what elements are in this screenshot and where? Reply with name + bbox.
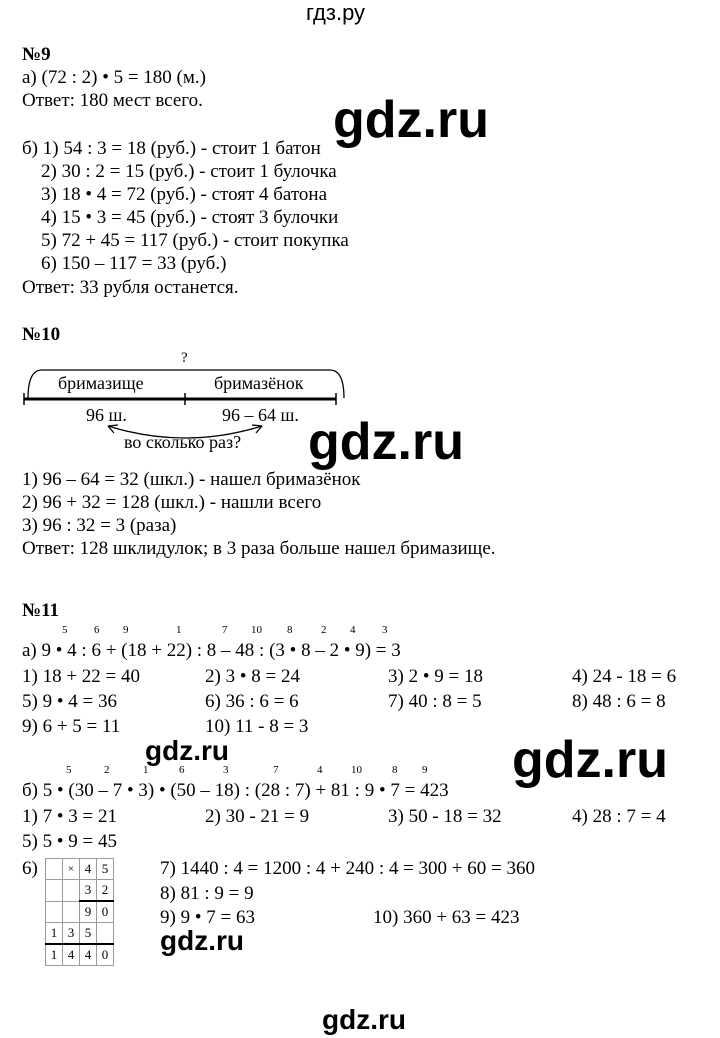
order-number: 3 [223, 764, 229, 776]
task11-title: №11 [22, 600, 60, 621]
order-number: 8 [392, 764, 398, 776]
grid-cell: 5 [97, 859, 114, 880]
grid-cell: 1 [46, 923, 63, 945]
task11-b-step: 3) 50 - 18 = 32 [388, 806, 502, 827]
task11-a-step: 10) 11 - 8 = 3 [205, 716, 309, 737]
order-number: 3 [382, 624, 388, 636]
grid-cell: 3 [63, 923, 80, 945]
watermark: gdz.ru [322, 1004, 406, 1035]
task9-line: а) (72 : 2) • 5 = 180 (м.) [22, 67, 206, 88]
grid-cell: 4 [63, 944, 80, 966]
task10-line: 2) 96 + 32 = 128 (шкл.) - нашли всего [22, 492, 322, 513]
task11-b-step: 7) 1440 : 4 = 1200 : 4 + 240 : 4 = 300 + 60 = 360 [160, 858, 535, 879]
task9-line: б) 1) 54 : 3 = 18 (руб.) - стоит 1 батон [22, 138, 321, 159]
grid-cell: 0 [97, 901, 114, 923]
order-number: 10 [351, 764, 362, 776]
watermark: gdz.ru [145, 735, 229, 766]
grid-cell [46, 901, 63, 923]
order-number: 1 [176, 624, 182, 636]
diagram-right-value: 96 – 64 ш. [222, 405, 299, 425]
grid-cell: 9 [80, 901, 97, 923]
grid-cell: 5 [80, 923, 97, 945]
order-number: 2 [321, 624, 327, 636]
order-number: 4 [317, 764, 323, 776]
task11-a-step: 1) 18 + 22 = 40 [22, 666, 141, 687]
task11-a-step: 2) 3 • 8 = 24 [205, 666, 300, 687]
task11-b-step: 9) 9 • 7 = 63 [160, 907, 255, 928]
diagram-left-value: 96 ш. [86, 405, 127, 425]
watermark: gdz.ru [160, 925, 244, 956]
order-number: 6 [179, 764, 185, 776]
order-number: 7 [222, 624, 228, 636]
order-number: 10 [251, 624, 262, 636]
grid-cell: 2 [97, 880, 114, 902]
watermark: gdz.ru [512, 731, 668, 789]
task10-line: 3) 96 : 32 = 3 (раза) [22, 515, 177, 536]
order-number: 5 [66, 764, 72, 776]
watermark: gdz.ru [333, 91, 489, 149]
order-number: 4 [350, 624, 356, 636]
task9-line: 5) 72 + 45 = 117 (руб.) - стоит покупка [41, 230, 349, 251]
task11-b-step: 4) 28 : 7 = 4 [572, 806, 666, 827]
task11-b-step: 1) 7 • 3 = 21 [22, 806, 117, 827]
order-number: 6 [94, 624, 100, 636]
watermark: gdz.ru [308, 413, 464, 471]
task11-b-expression: б) 5 • (30 – 7 • 3) • (50 – 18) : (28 : 7) + 81 : 9 • 7 = 423 [22, 780, 449, 801]
diagram-left-label: бримазище [58, 373, 144, 393]
task11-b-step: 2) 30 - 21 = 9 [205, 806, 310, 827]
grid-cell [97, 923, 114, 945]
task11-a-expression: а) 9 • 4 : 6 + (18 + 22) : 8 – 48 : (3 • 8 – 2 • 9) = 3 [22, 640, 401, 661]
segment-diagram [0, 340, 360, 465]
grid-cell: 0 [97, 944, 114, 966]
order-number: 5 [62, 624, 68, 636]
task11-a-step: 5) 9 • 4 = 36 [22, 691, 117, 712]
task11-a-step: 7) 40 : 8 = 5 [388, 691, 482, 712]
task10-title: №10 [22, 324, 61, 345]
task9-answer: Ответ: 180 мест всего. [22, 90, 203, 111]
task10-line: 1) 96 – 64 = 32 (шкл.) - нашел бримазёнок [22, 469, 361, 490]
order-number: 8 [287, 624, 293, 636]
order-number: 9 [123, 624, 129, 636]
grid-cell: 4 [80, 944, 97, 966]
task10-answer: Ответ: 128 шклидулок; в 3 раза больше нашел бримазище. [22, 538, 496, 559]
grid-cell: 1 [46, 944, 63, 966]
diagram-right-label: бримазёнок [214, 373, 304, 393]
grid-cell: 3 [80, 880, 97, 902]
task9-line: 6) 150 – 117 = 33 (руб.) [41, 253, 227, 274]
task9-line: 2) 30 : 2 = 15 (руб.) - стоит 1 булочка [41, 161, 337, 182]
order-number: 7 [273, 764, 279, 776]
grid-cell: 4 [80, 859, 97, 880]
task11-a-step: 6) 36 : 6 = 6 [205, 691, 299, 712]
site-header: гдз.ру [306, 0, 366, 25]
column-multiplication [45, 858, 114, 966]
grid-cell [46, 859, 63, 880]
step-six-label: 6) [22, 858, 38, 879]
grid-cell [63, 901, 80, 923]
task9-line: 4) 15 • 3 = 45 (руб.) - стоят 3 булочки [41, 207, 339, 228]
order-number: 1 [143, 764, 149, 776]
task11-a-step: 3) 2 • 9 = 18 [388, 666, 483, 687]
task11-a-step: 8) 48 : 6 = 8 [572, 691, 666, 712]
task9-answer: Ответ: 33 рубля останется. [22, 277, 239, 298]
task11-a-step: 9) 6 + 5 = 11 [22, 716, 121, 737]
grid-cell [46, 880, 63, 902]
grid-cell [63, 880, 80, 902]
task11-a-step: 4) 24 - 18 = 6 [572, 666, 677, 687]
order-number: 9 [422, 764, 428, 776]
order-number: 2 [104, 764, 110, 776]
task9-title: №9 [22, 44, 51, 65]
grid-cell: × [63, 859, 80, 880]
task11-b-step: 10) 360 + 63 = 423 [373, 907, 520, 928]
diagram-arrow-label: во сколько раз? [124, 432, 242, 452]
task11-b-step: 8) 81 : 9 = 9 [160, 883, 254, 904]
task11-b-step: 5) 5 • 9 = 45 [22, 831, 117, 852]
task9-line: 3) 18 • 4 = 72 (руб.) - стоят 4 батона [41, 184, 328, 205]
diagram-question: ? [181, 350, 188, 366]
